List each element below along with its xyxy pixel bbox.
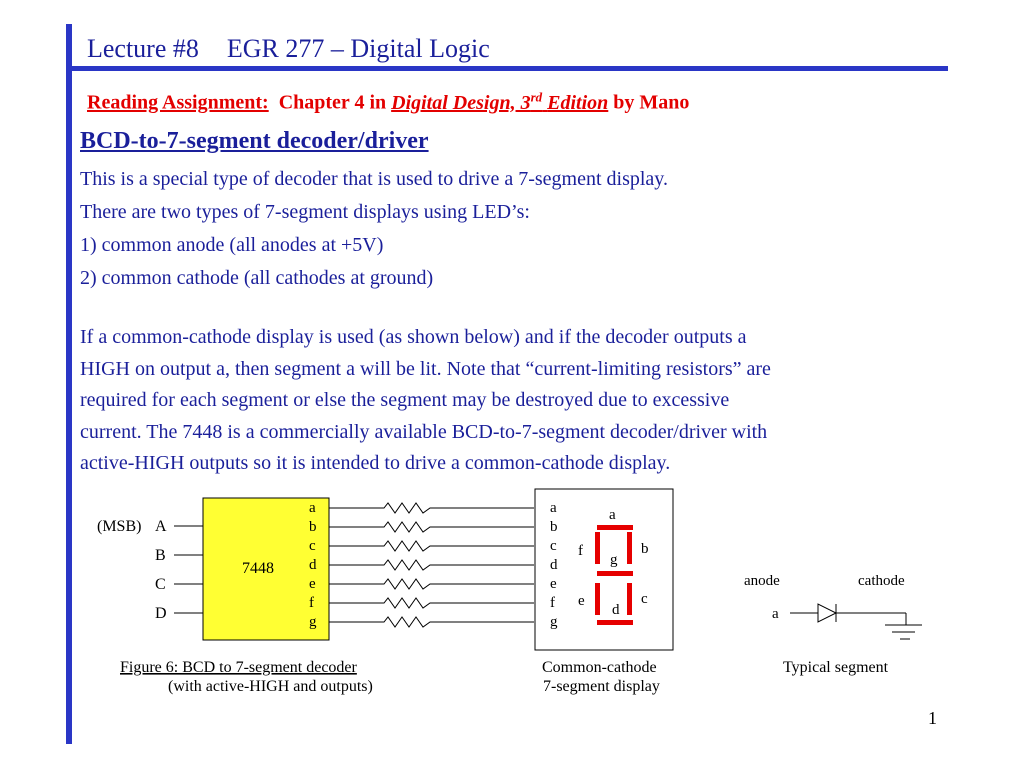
output-label-c: c [309,538,316,554]
anode-label: anode [744,573,780,589]
display-input-c: c [550,538,557,554]
segment-b [627,532,632,564]
input-pins [97,518,203,622]
input-label-a: A [155,518,167,535]
intro-line-1: This is a special type of decoder that is used to drive a 7-segment display. [80,168,668,190]
segment-f [595,532,600,564]
output-label-e: e [309,576,316,592]
display-input-b: b [550,519,558,535]
segment-label-d: d [612,602,620,618]
figure-caption: Figure 6: BCD to 7-segment decoder [120,659,357,676]
intro-line-4: 2) common cathode (all cathodes at ground) [80,267,434,289]
edition-superscript: rd [530,89,543,104]
chip-label: 7448 [242,560,274,577]
resistor-f [329,598,534,608]
display-input-f: f [550,595,555,611]
output-label-g: g [309,614,317,630]
segment-g [597,571,633,576]
msb-label: (MSB) [97,518,142,535]
reading-prefix: Chapter 4 in [278,91,387,114]
paragraph-line: HIGH on output a, then segment a will be lit. Note that “current-limiting resistors” are [80,357,771,380]
output-label-b: b [309,519,317,535]
typical-segment-input-label: a [772,606,779,622]
segment-a [597,525,633,530]
resistor-g [329,617,534,627]
intro-line-2: There are two types of 7-segment displays using LED’s: [80,201,530,223]
page-number: 1 [928,708,937,728]
display-input-d: d [550,557,558,573]
segment-label-f: f [578,543,583,559]
intro-line-3: 1) common anode (all anodes at +5V) [80,234,384,256]
input-label-d: D [155,605,167,622]
input-label-b: B [155,547,166,564]
paragraph-line: active-HIGH outputs so it is intended to drive a common-cathode display. [80,452,671,474]
resistor-c [329,541,534,551]
cathode-label: cathode [858,573,905,589]
section-heading: BCD-to-7-segment decoder/driver [80,128,429,154]
book-title-text: Digital Design, 3 [391,91,531,114]
segment-e [595,583,600,615]
display-caption-sub: 7-segment display [543,678,660,695]
resistor-a [329,503,534,513]
output-label-f: f [309,595,314,611]
lecture-number: Lecture #8 [87,34,199,63]
resistor-d [329,560,534,570]
display-input-e: e [550,576,557,592]
paragraph-line: current. The 7448 is a commercially available BCD-to-7-segment decoder/driver with [80,420,768,443]
edition-word: Edition [547,91,609,114]
input-label-c: C [155,576,166,593]
reading-label: Reading Assignment: [87,91,269,114]
resistor-e [329,579,534,589]
typical-segment [744,573,922,639]
segment-label-c: c [641,591,648,607]
segment-d [597,620,633,625]
segment-c [627,583,632,615]
course-title: EGR 277 – Digital Logic [226,34,490,63]
diode-icon [818,604,836,622]
segment-label-g: g [610,552,618,568]
paragraph-line: required for each segment or else the segment may be destroyed due to excessive [80,389,730,411]
display-caption: Common-cathode [542,659,657,676]
output-lines [309,500,534,630]
output-label-d: d [309,557,317,573]
paragraph-line: If a common-cathode display is used (as shown below) and if the decoder outputs a [80,326,747,348]
display-input-a: a [550,500,557,516]
reading-suffix: by Mano [613,91,690,114]
segment-label-a: a [609,507,616,523]
segment-label-b: b [641,541,649,557]
display-input-g: g [550,614,558,630]
output-label-a: a [309,500,316,516]
segment-label-e: e [578,593,585,609]
resistor-b [329,522,534,532]
typical-segment-caption: Typical segment [783,659,889,676]
figure-caption-sub: (with active-HIGH and outputs) [168,678,373,695]
